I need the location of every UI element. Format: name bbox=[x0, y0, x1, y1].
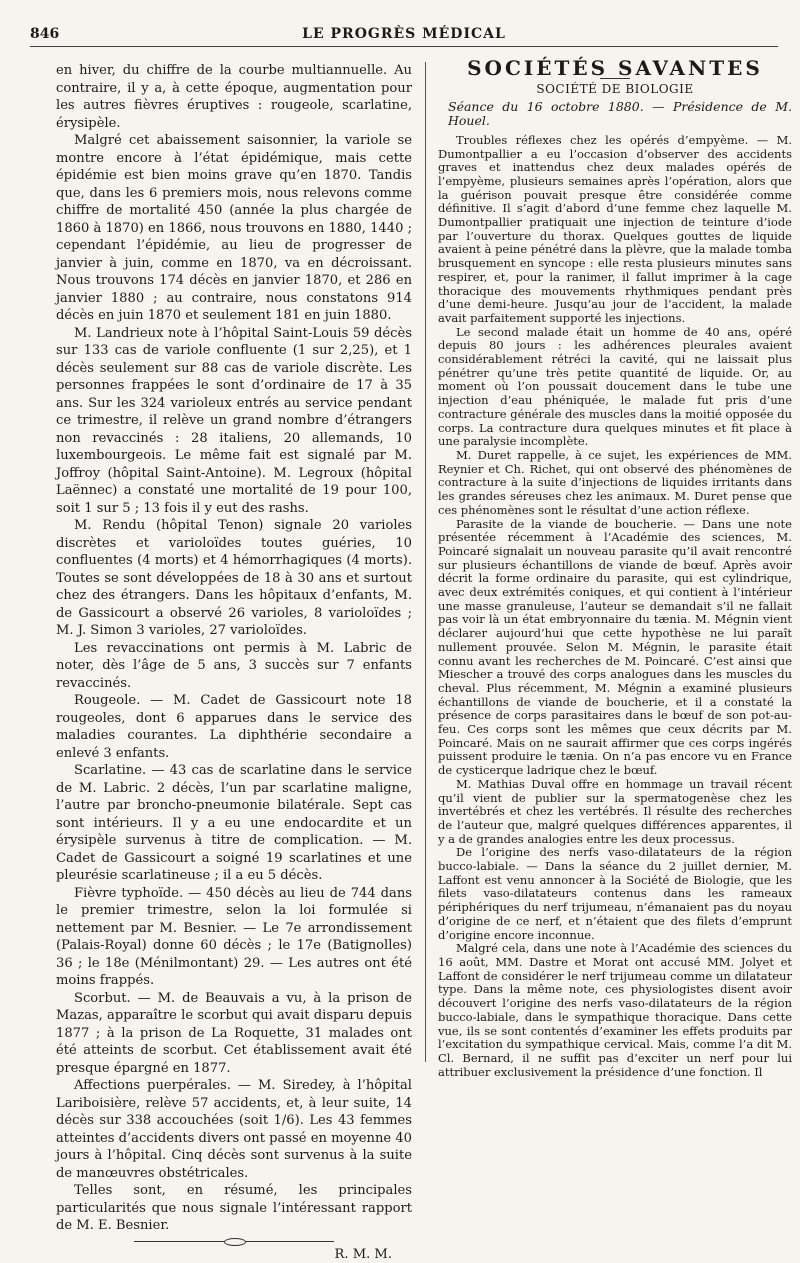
left-column bbox=[56, 62, 412, 1263]
paragraph: Rougeole. — M. Cadet de Gassicourt note 18 rougeoles, dont 6 apparues dans le service des maladies courantes. La diphthérie secondaire a enlevé 3 enfants. bbox=[56, 692, 412, 762]
right-column bbox=[438, 62, 792, 1079]
section-title: SOCIÉTÉS SAVANTES bbox=[438, 62, 792, 76]
paragraph: M. Rendu (hôpital Tenon) signale 20 varioles discrètes et varioloïdes toutes guéries, 10 confluentes (4 morts) et 4 hémorrhagiques (4 morts). Toutes se sont développées de 18 à 30 ans et surtout chez des étrangers. Dans les hôpitaux d’enfants, M. de Gassicourt a observé 26 varioles, 8 varioloïdes ; M. J. Simon 3 varioles, 27 varioloïdes. bbox=[56, 517, 412, 640]
seance-line: Séance du 16 octobre 1880. — Présidence de M. Houel. bbox=[448, 100, 792, 127]
page-header bbox=[30, 26, 778, 47]
paragraph: Scarlatine. — 43 cas de scarlatine dans le service de M. Labric. 2 décès, l’un par scarlatine maligne, l’autre par broncho-pneumonie bilatérale. Sept cas sont intérieurs. Il y a eu une endocardite et un érysipèle survenus à titre de complication. — M. Cadet de Gassicourt a soigné 19 scarlatines et une pleurésie scarlatineuse ; il a eu 5 décès. bbox=[56, 762, 412, 885]
column-divider bbox=[425, 62, 426, 1062]
paragraph: De l’origine des nerfs vaso-dilatateurs de la région bucco-labiale. — Dans la séance du 2 juillet dernier, M. Laffont est venu annoncer à la Société de Biologie, que les filets vaso-dilatateurs contenus dans les rameaux périphériques du nerf trijumeau, n’émanaient pas du noyau d’origine de ce nerf, et n’étaient que des filets d’emprunt d’origine encore inconnue. bbox=[438, 846, 792, 942]
paragraph: Affections puerpérales. — M. Siredey, à l’hôpital Lariboisière, relève 57 accidents, et, à leur suite, 14 décès sur 338 accouchées (soit 1/6). Les 43 femmes atteintes d’accidents divers ont passé en moyenne 40 jours à l’hôpital. Cinq décès sont survenus à la suite de manœuvres obstétricales. bbox=[56, 1077, 412, 1182]
paragraph: Scorbut. — M. de Beauvais a vu, à la prison de Mazas, apparaître le scorbut qui avait disparu depuis 1877 ; à la prison de La Roquette, 31 malades ont été atteints de scorbut. Cet établissement avait été presque épargné en 1877. bbox=[56, 990, 412, 1078]
paragraph: M. Duret rappelle, à ce sujet, les expériences de MM. Reynier et Ch. Richet, qui ont observé des phénomènes de contracture à la suite d’injections de liquides irritants dans les grandes séreuses chez les animaux. M. Duret pense que ces phénomènes sont le résultat d’une action réflexe. bbox=[438, 449, 792, 518]
society-title: SOCIÉTÉ DE BIOLOGIE bbox=[438, 83, 792, 97]
journal-title: LE PROGRÈS MÉDICAL bbox=[30, 26, 778, 42]
paragraph: Telles sont, en résumé, les principales particularités que nous signale l’intéressant rapport de M. E. Besnier. bbox=[56, 1182, 412, 1235]
paragraph: M. Mathias Duval offre en hommage un travail récent qu’il vient de publier sur la spermatogenèse chez les invertébrés et chez les vertébrés. Il résulte des recherches de l’auteur que, malgré quelques différences apparentes, il y a de grandes analogies entre les deux processus. bbox=[438, 778, 792, 847]
paragraph: Fièvre typhoïde. — 450 décès au lieu de 744 dans le premier trimestre, selon la loi formulée si nettement par M. Besnier. — Le 7e arrondissement (Palais-Royal) donne 60 décès ; le 17e (Batignolles) 36 ; le 18e (Ménilmontant) 29. — Les autres ont été moins frappés. bbox=[56, 885, 412, 990]
paragraph: Malgré cela, dans une note à l’Académie des sciences du 16 août, MM. Dastre et Morat ont accusé MM. Jolyet et Laffont de considérer le nerf trijumeau comme un dilatateur type. Dans la même note, ces physiologistes disent avoir découvert l’origine des nerfs vaso-dilatateurs de la région bucco-labiale, dans le sympathique thoracique. Dans cette vue, ils se sont contentés d’examiner les effets produits par l’excitation du sympathique cervical. Mais, comme l’a dit M. Cl. Bernard, il ne suffit pas d’exciter un nerf pour lui attribuer exclusivement la présidence d’une fonction. Il bbox=[438, 942, 792, 1079]
paragraph: M. Landrieux note à l’hôpital Saint-Louis 59 décès sur 133 cas de variole confluente (1 sur 2,25), et 1 décès seulement sur 88 cas de variole discrète. Les personnes frappées le sont d’ordinaire de 17 à 35 ans. Sur les 324 varioleux entrés au service pendant ce trimestre, il relève un grand nombre d’étrangers non revaccinés : 28 italiens, 20 allemands, 10 luxembourgeois. Le même fait est signalé par M. Joffroy (hôpital Saint-Antoine). M. Legroux (hôpital Laënnec) a constaté une mortalité de 19 pour 100, soit 1 sur 5 ; 13 fois il y eut des rashs. bbox=[56, 325, 412, 518]
paragraph: Parasite de la viande de boucherie. — Dans une note présentée récemment à l’Académie des sciences, M. Poincaré signalait un nouveau parasite qu’il avait rencontré sur plusieurs échantillons de viande de bœuf. Après avoir décrit la forme ordinaire du parasite, qui est cylindrique, avec deux extrémités coniques, et qui contient à l’intérieur une masse granuleuse, l’auteur se demandait s’il ne fallait pas voir là un état embryonnaire du tænia. M. Mégnin vient déclarer aujourd’hui que cette hypothèse ne lui paraît nullement prouvée. Selon M. Mégnin, le parasite était connu avant les recherches de M. Poincaré. C’est ainsi que Miescher a trouvé des corps analogues dans les muscles du cheval. Plus récemment, M. Mégnin a examiné plusieurs échantillons de viande de boucherie, et il a constaté la présence de corps parasitaires dans le bœuf de son pot-au-feu. Ces corps sont les mêmes que ceux décrits par M. Poincaré. Mais on ne saurait affirmer que ces corps ingérés puissent produire le tænia. On n’a pas encore vu en France de cysticerque ladrique chez le bœuf. bbox=[438, 518, 792, 778]
paragraph: Le second malade était un homme de 40 ans, opéré depuis 80 jours : les adhérences pleurales avaient considérablement rétréci la cavité, qui ne laissait plus pénétrer qu’une très petite quantité de liquide. Or, au moment où l’on poussait doucement dans le tube une injection d’eau phéniquée, le malade fut pris d’une contracture générale des muscles dans la moitié opposée du corps. La contracture dura quelques minutes et fit place à une paralysie incomplète. bbox=[438, 326, 792, 449]
paragraph: Troubles réflexes chez les opérés d’empyème. — M. Dumontpallier a eu l’occasion d’observer des accidents graves et inattendus chez deux malades opérés de l’empyème, plusieurs semaines après l’opération, alors que la guérison pouvait presque être considérée comme définitive. Il s’agit d’abord d’une femme chez laquelle M. Dumontpallier pratiquait une injection de teinture d’iode par l’ouverture du thorax. Quelques gouttes de liquide avaient à peine pénétré dans la plèvre, que la malade tomba brusquement en syncope : elle resta plusieurs minutes sans respirer, et, pour la ranimer, il fallut imprimer à la cage thoracique des mouvements rhythmiques pendant près d’une demi-heure. Jusqu’au jour de l’accident, la malade avait parfaitement supporté les injections. bbox=[438, 134, 792, 326]
page-number: 846 bbox=[30, 26, 59, 42]
signature: R. M. M. bbox=[56, 1246, 412, 1263]
paragraph: Les revaccinations ont permis à M. Labric de noter, dès l’âge de 5 ans, 3 succès sur 7 enfants revaccinés. bbox=[56, 640, 412, 693]
paragraph: Malgré cet abaissement saisonnier, la variole se montre encore à l’état épidémique, mais cette épidémie est bien moins grave qu’en 1870. Tandis que, dans les 6 premiers mois, nous relevons comme chiffre de mortalité 450 (année la plus chargée de 1860 à 1870) en 1866, nous trouvons en 1880, 1440 ; cependant l’épidémie, au lieu de progresser de janvier à juin, comme en 1870, va en décroissant. Nous trouvons 174 décès en janvier 1870, et 286 en janvier 1880 ; au contraire, nous constatons 914 décès en juin 1870 et seulement 181 en juin 1880. bbox=[56, 132, 412, 325]
paragraph: en hiver, du chiffre de la courbe multiannuelle. Au contraire, il y a, à cette époque, augmentation pour les autres fièvres éruptives : rougeole, scarlatine, érysipèle. bbox=[56, 62, 412, 132]
ornamental-rule bbox=[134, 1241, 334, 1242]
